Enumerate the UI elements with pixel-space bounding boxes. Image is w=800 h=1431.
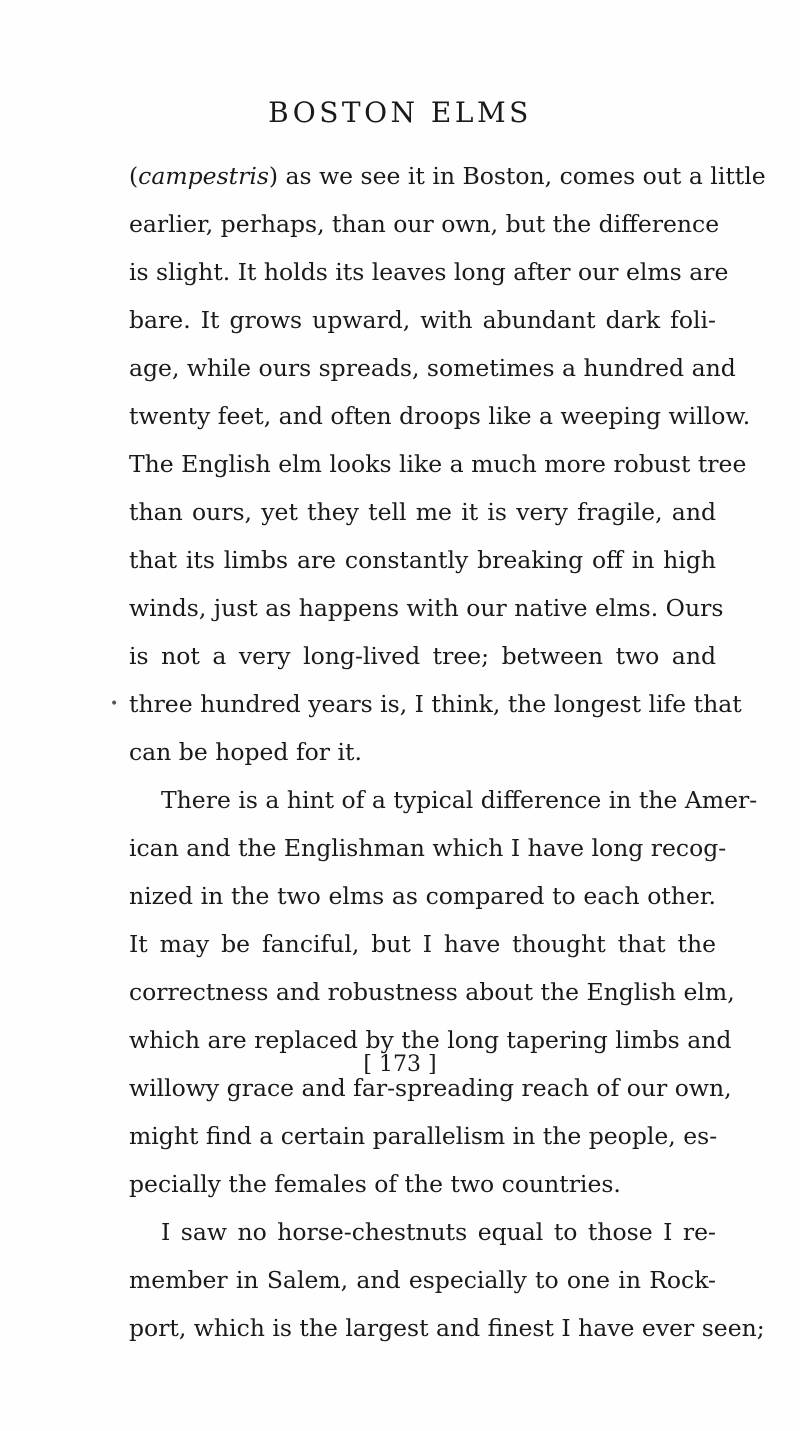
text-line: that its limbs are constantly breaking off in high [129, 546, 716, 574]
italic-word: campestris [138, 162, 269, 190]
text-line: than ours, yet they tell me it is very fragile, and [129, 498, 716, 526]
margin-mark: • [110, 696, 119, 712]
text-line: member in Salem, and especially to one in Rock- [129, 1266, 716, 1294]
text-line: port, which is the largest and finest I have ever seen; [129, 1314, 765, 1342]
text-line: willowy grace and far-spreading reach of our own, [129, 1074, 732, 1102]
text-line-rest: ) as we see it in Boston, comes out a little [268, 162, 766, 190]
text-line: three hundred years is, I think, the longest life that [129, 690, 742, 718]
text-line: bare. It grows upward, with abundant dark foli- [129, 306, 716, 334]
text-line: pecially the females of the two countries. [129, 1170, 621, 1198]
text-line: (campestris) as we see it in Boston, comes out a little [129, 162, 766, 190]
text-line: I saw no horse-chestnuts equal to those I re- [161, 1218, 716, 1246]
text-line: earlier, perhaps, than our own, but the difference [129, 210, 720, 238]
text-line: can be hoped for it. [129, 738, 362, 766]
text-line: winds, just as happens with our native elms. Ours [129, 594, 724, 622]
text-line: There is a hint of a typical difference in the Amer- [161, 786, 758, 814]
text-line: is slight. It holds its leaves long after our elms are [129, 258, 729, 286]
body-text [129, 152, 766, 1352]
text-line: might find a certain parallelism in the people, es- [129, 1122, 718, 1150]
text-line: age, while ours spreads, sometimes a hundred and [129, 354, 736, 382]
text-line: ican and the Englishman which I have long recog- [129, 834, 727, 862]
running-head: BOSTON ELMS [268, 96, 532, 129]
text-line: which are replaced by the long tapering limbs and [129, 1026, 732, 1054]
text-line: It may be fanciful, but I have thought that the [129, 930, 716, 958]
text-line: is not a very long-lived tree; between two and [129, 642, 716, 670]
page-number: [ 173 ] [363, 1052, 437, 1077]
text-line: twenty feet, and often droops like a weeping willow. [129, 402, 751, 430]
text-line: correctness and robustness about the English elm, [129, 978, 735, 1006]
text-line: The English elm looks like a much more robust tree [129, 450, 747, 478]
text-line: nized in the two elms as compared to each other. [129, 882, 716, 910]
